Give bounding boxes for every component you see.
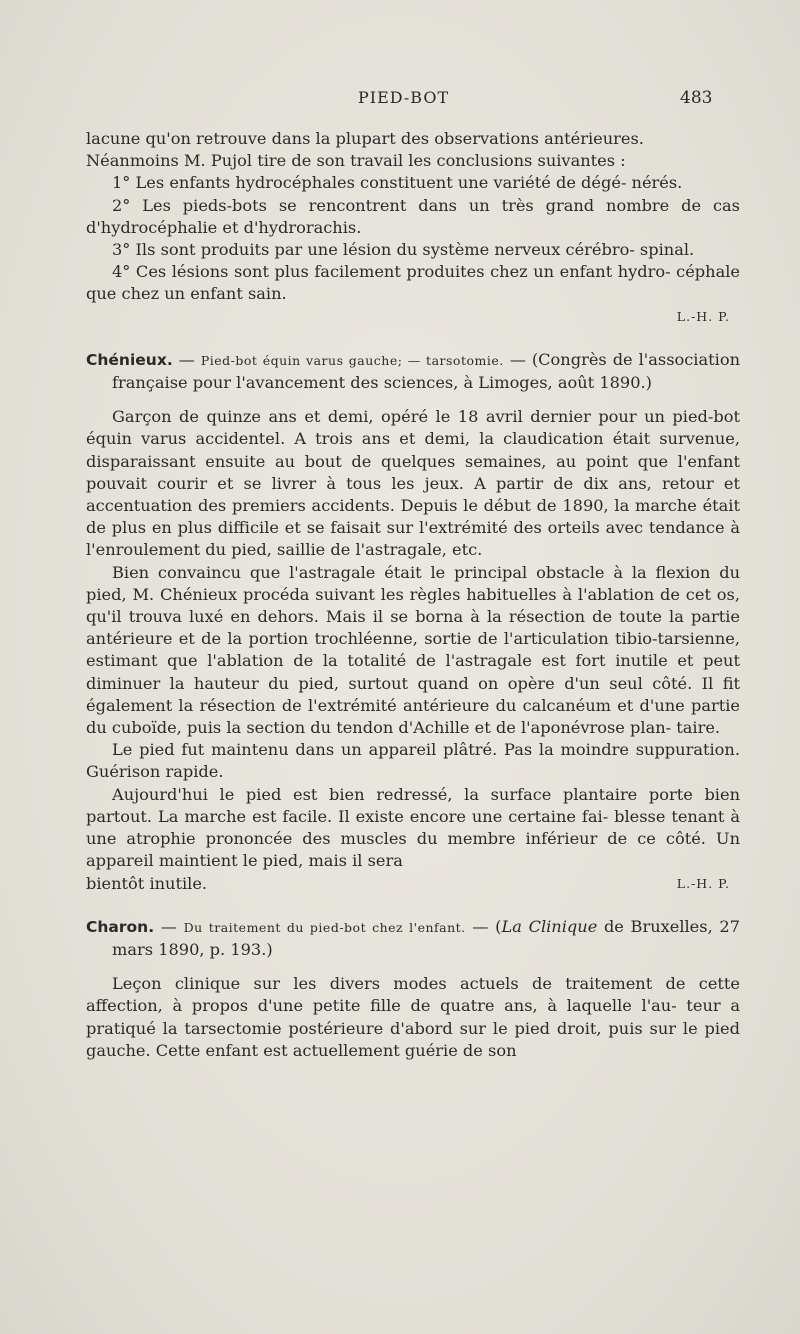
entry-charon-source-open: (	[495, 916, 502, 936]
running-title: PIED-BOT	[358, 88, 450, 107]
entry-charon-author: Charon.	[86, 917, 155, 936]
entry-chenieux-paragraph-3: Le pied fut maintenu dans un appareil plâtré. Pas la moindre suppuration. Guérison rapide.	[86, 740, 740, 782]
entry-chenieux-last-line	[86, 873, 740, 895]
entry-chenieux-heading	[86, 349, 740, 394]
entry-charon-source-rest: de Bruxelles, 27 mars 1890, p. 193.)	[112, 916, 740, 959]
spacer	[86, 895, 740, 916]
continuation-signoff: L.-H. P.	[676, 308, 730, 324]
page-number: 483	[680, 88, 713, 108]
entry-charon-journal: La Clinique	[501, 916, 598, 936]
spacer	[86, 394, 740, 406]
continuation-line-1: lacune qu'on retrouve dans la plupart des observations antérieures.	[86, 129, 644, 148]
entry-chenieux-paragraph-1: Garçon de quinze ans et demi, opéré le 18 avril dernier pour un pied-bot équin varus accidentel. A trois ans et demi, la claudication était survenue, disparaissant ensuite au bout de quelques semaines, au point que l'enfant pouvait courir et se livrer à tous les jeux. A partir de dix ans, retour et accentuation des premiers accidents. Depuis le début de 1890, la marche était de plus en plus difficile et se faisait sur l'extrémité des orteils avec tendance à l'enroulement du pied, saillie de l'astragale, etc.	[86, 407, 740, 560]
conclusion-4: 4° Ces lésions sont plus facilement produites chez un enfant hydro- céphale que chez un enfant sain.	[86, 262, 740, 304]
conclusion-4-line	[86, 261, 740, 305]
running-header	[0, 88, 800, 112]
conclusion-2: 2° Les pieds-bots se rencontrent dans un très grand nombre de cas d'hydrocéphalie et d'hydrorachis.	[86, 195, 740, 237]
entry-chenieux-dash-1: —	[172, 349, 201, 369]
entry-chenieux-last-words: bientôt inutile.	[86, 873, 208, 893]
entry-chenieux-title: Pied-bot équin varus gauche; — tarsotomie.	[200, 352, 504, 368]
spacer	[86, 328, 740, 349]
entry-charon-title: Du traitement du pied-bot chez l'enfant.	[183, 919, 466, 935]
entry-chenieux-dash-2: —	[503, 349, 532, 369]
continuation-line-2: Néanmoins M. Pujol tire de son travail les conclusions suivantes :	[86, 151, 626, 171]
page-body	[86, 128, 740, 1062]
conclusion-1: 1° Les enfants hydrocéphales constituent une variété de dégé- nérés.	[112, 173, 683, 193]
entry-charon-paragraph: Leçon clinique sur les divers modes actuels de traitement de cette affection, à propos d'une petite fille de quatre ans, à laquelle l'au- teur a pratiqué la tarsectomie postérieure d'abord sur le pied droit, puis sur le pied gauche. Cette enfant est actuellement guérie de son	[86, 974, 740, 1060]
entry-chenieux-paragraph-2: Bien convaincu que l'astragale était le principal obstacle à la flexion du pied, M. Chénieux procéda suivant les règles habituelles à l'ablation de cet os, qu'il trouva luxé en dehors. Mais il se borna à la résection de toute la partie antérieure et de la portion trochléenne, sortie de l'articulation tibio-tarsienne, estimant que l'ablation de la totalité de l'astragale est fort inutile et peut diminuer la hauteur du pied, surtout quand on opère d'un seul côté. Il fit également la résection de l'extrémité antérieure du calcanéum et d'une partie du cuboïde, puis la section du tendon d'Achille et de l'aponévrose plan- taire.	[86, 562, 740, 738]
entry-charon-dash-2: —	[465, 916, 496, 936]
entry-chenieux-paragraph-4: Aujourd'hui le pied est bien redressé, la surface plantaire porte bien partout. La marche est facile. Il existe encore une certaine fai- blesse tenant à une atrophie prononcée des muscles du membre inférieur de ce côté. Un appareil maintient le pied, mais il sera	[86, 784, 740, 871]
entry-chenieux-signoff: L.-H. P.	[676, 875, 730, 891]
entry-chenieux-source: (Congrès de l'association française pour l'avancement des sciences, à Limoges, août 1890.)	[112, 349, 740, 393]
entry-charon-heading	[86, 916, 740, 961]
continuation-signoff-row	[86, 306, 740, 328]
entry-chenieux-author: Chénieux.	[86, 350, 173, 369]
conclusion-3: 3° Ils sont produits par une lésion du système nerveux cérébro- spinal.	[112, 240, 695, 260]
entry-charon-dash-1: —	[154, 916, 184, 936]
spacer	[86, 961, 740, 973]
